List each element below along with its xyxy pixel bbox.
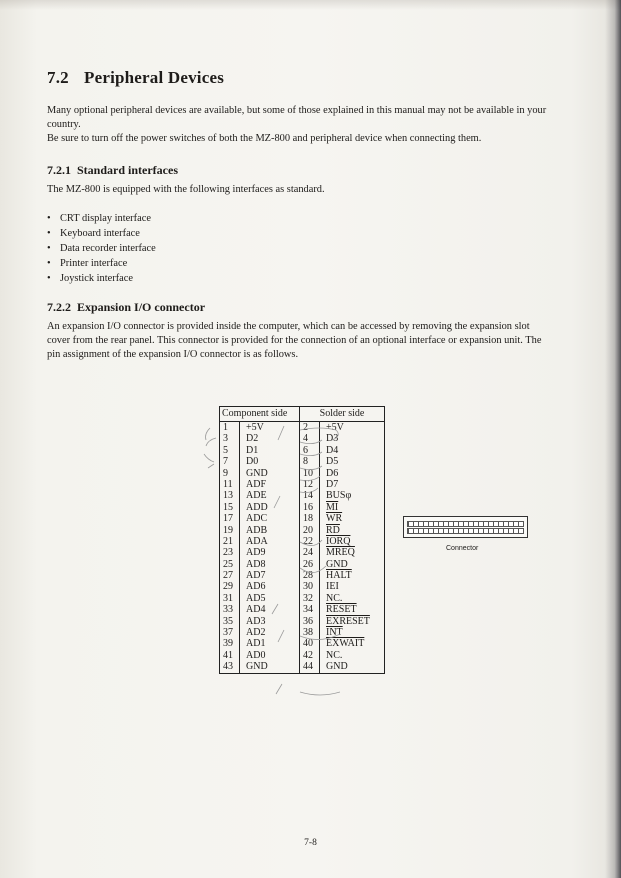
subsection-title: Expansion I/O connector — [77, 300, 206, 314]
connector-pin-row — [407, 521, 524, 527]
pin-signal: AD0 — [246, 649, 266, 661]
pin-number: 34 — [302, 604, 320, 615]
connector-label: Connector — [446, 545, 479, 552]
bullet-icon: • — [47, 273, 51, 284]
pin-number: 29 — [222, 581, 240, 592]
section-heading — [47, 68, 224, 88]
pin-signal: NC. — [326, 649, 343, 661]
section-title: Peripheral Devices — [84, 68, 225, 87]
bullet-icon: • — [47, 258, 51, 269]
bullet-icon: • — [47, 213, 51, 224]
pin-number: 13 — [222, 490, 240, 501]
pin-number: 6 — [302, 445, 320, 456]
subsection-number: 7.2.1 — [47, 163, 71, 177]
pin-number: 22 — [302, 536, 320, 547]
interface-list — [47, 211, 156, 286]
pin-signal: ADE — [246, 490, 267, 502]
pin-number: 9 — [222, 468, 240, 479]
pin-signal: $\overline{INT}$ — [326, 627, 343, 639]
subsection-number: 7.2.2 — [47, 300, 71, 314]
pin-signal: D0 — [246, 456, 259, 468]
connector-pin-row — [407, 528, 524, 534]
solder-side-header: Solder side — [300, 407, 385, 422]
pin-number: 21 — [222, 536, 240, 547]
pin-signal: D4 — [326, 444, 339, 456]
list-item: • Keyboard interface — [47, 228, 140, 239]
pin-number: 20 — [302, 525, 320, 536]
pin-signal: ADA — [246, 535, 268, 547]
component-side-header: Component side — [220, 407, 300, 422]
pin-number: 37 — [222, 627, 240, 638]
list-item: • Data recorder interface — [47, 243, 156, 254]
pin-signal: NC. — [326, 592, 343, 604]
pin-number: 2 — [302, 422, 320, 433]
pin-number: 32 — [302, 593, 320, 604]
section-number: 7.2 — [47, 68, 69, 87]
pin-number: 24 — [302, 547, 320, 558]
pin-signal: +5V — [246, 422, 264, 433]
pin-number: 15 — [222, 502, 240, 513]
standard-paragraph: The MZ-800 is equipped with the following interfaces as standard. — [47, 184, 325, 195]
pin-signal: ADD — [246, 501, 268, 513]
pin-signal: AD2 — [246, 627, 266, 639]
pin-signal: AD1 — [246, 638, 266, 650]
pin-number: 8 — [302, 456, 320, 467]
subsection-heading-expansion — [47, 300, 205, 315]
pin-signal: HALT — [326, 570, 352, 582]
pin-number: 14 — [302, 490, 320, 501]
pin-signal: GND — [326, 661, 348, 673]
list-item: • Joystick interface — [47, 273, 133, 284]
pin-signal: +5V — [326, 422, 344, 433]
pin-signal: EXRESET — [326, 615, 370, 627]
pin-signal: $\overline{RD}$ — [326, 524, 340, 536]
bullet-icon: • — [47, 243, 51, 254]
pin-number: 36 — [302, 616, 320, 627]
page-number: 7-8 — [304, 838, 317, 848]
pin-number: 1 — [222, 422, 240, 433]
pin-signal: EXWAIT — [326, 638, 365, 650]
pin-number: 19 — [222, 525, 240, 536]
subsection-title: Standard interfaces — [77, 163, 178, 177]
pin-number: 39 — [222, 638, 240, 649]
list-item: • CRT display interface — [47, 213, 151, 224]
pin-number: 43 — [222, 661, 240, 672]
pin-signal: GND — [326, 558, 348, 570]
pin-number: 4 — [302, 433, 320, 444]
bullet-icon: • — [47, 228, 51, 239]
pin-signal: ADF — [246, 478, 267, 490]
pin-signal: MREQ — [326, 547, 355, 559]
pin-number: 31 — [222, 593, 240, 604]
pin-signal: GND — [246, 467, 268, 479]
pin-number: 5 — [222, 445, 240, 456]
pin-signal: IEI — [326, 581, 339, 593]
intro-paragraph-2: Be sure to turn off the power switches of both the MZ-800 and peripheral device when connecting them. — [47, 133, 482, 144]
pin-signal: D1 — [246, 444, 259, 456]
pin-number: 11 — [222, 479, 240, 490]
pin-signal: D6 — [326, 467, 339, 479]
pin-number: 28 — [302, 570, 320, 581]
pin-signal: GND — [246, 661, 268, 673]
pin-number: 12 — [302, 479, 320, 490]
pin-number: 26 — [302, 559, 320, 570]
pin-signal: D3 — [326, 433, 339, 445]
pin-signal: AD7 — [246, 570, 266, 582]
connector-diagram — [403, 516, 528, 538]
pin-signal: BUSφ — [326, 490, 352, 502]
list-item: • Printer interface — [47, 258, 128, 269]
pin-signal: D2 — [246, 433, 259, 445]
pin-number: 3 — [222, 433, 240, 444]
pin-number: 44 — [302, 661, 320, 672]
pin-number: 17 — [222, 513, 240, 524]
subsection-heading-standard — [47, 163, 178, 178]
pin-number: 25 — [222, 559, 240, 570]
pin-number: 33 — [222, 604, 240, 615]
pin-signal: ADC — [246, 513, 268, 525]
pin-number: 41 — [222, 650, 240, 661]
expansion-paragraph: An expansion I/O connector is provided inside the computer, which can be accessed by removing the expansion slot cover from the rear panel. This connector is provided for the connection of an optional interface or expansion unit. The pin assignment of the expansion I/O connector is as follows. — [47, 321, 542, 360]
pin-signal: AD4 — [246, 604, 266, 616]
intro-paragraph-1: Many optional peripheral devices are available, but some of those explained in this manual may not be available in your country. — [47, 105, 547, 130]
pin-number: 27 — [222, 570, 240, 581]
pin-number: 23 — [222, 547, 240, 558]
pin-signal: AD6 — [246, 581, 266, 593]
pin-signal: $\overline{MI}$ — [326, 501, 339, 513]
pin-number: 42 — [302, 650, 320, 661]
pin-signal: IORQ — [326, 535, 351, 547]
page-right-shadow — [605, 0, 621, 878]
page-top-shadow — [0, 0, 621, 10]
pin-signal: D5 — [326, 456, 339, 468]
pin-number: 7 — [222, 456, 240, 467]
pin-signal: AD9 — [246, 547, 266, 559]
pin-signal: RESET — [326, 604, 357, 616]
pin-signal: D7 — [326, 478, 339, 490]
pencil-marks — [196, 424, 226, 484]
pin-number: 38 — [302, 627, 320, 638]
pin-number: 18 — [302, 513, 320, 524]
pin-signal: ADB — [246, 524, 268, 536]
pin-number: 16 — [302, 502, 320, 513]
pin-number: 40 — [302, 638, 320, 649]
pin-signal: AD5 — [246, 592, 266, 604]
pin-signal: AD8 — [246, 558, 266, 570]
pin-signal: AD3 — [246, 615, 266, 627]
pin-signal: $\overline{WR}$ — [326, 513, 343, 525]
pin-number: 30 — [302, 581, 320, 592]
pin-number: 35 — [222, 616, 240, 627]
pin-number: 10 — [302, 468, 320, 479]
